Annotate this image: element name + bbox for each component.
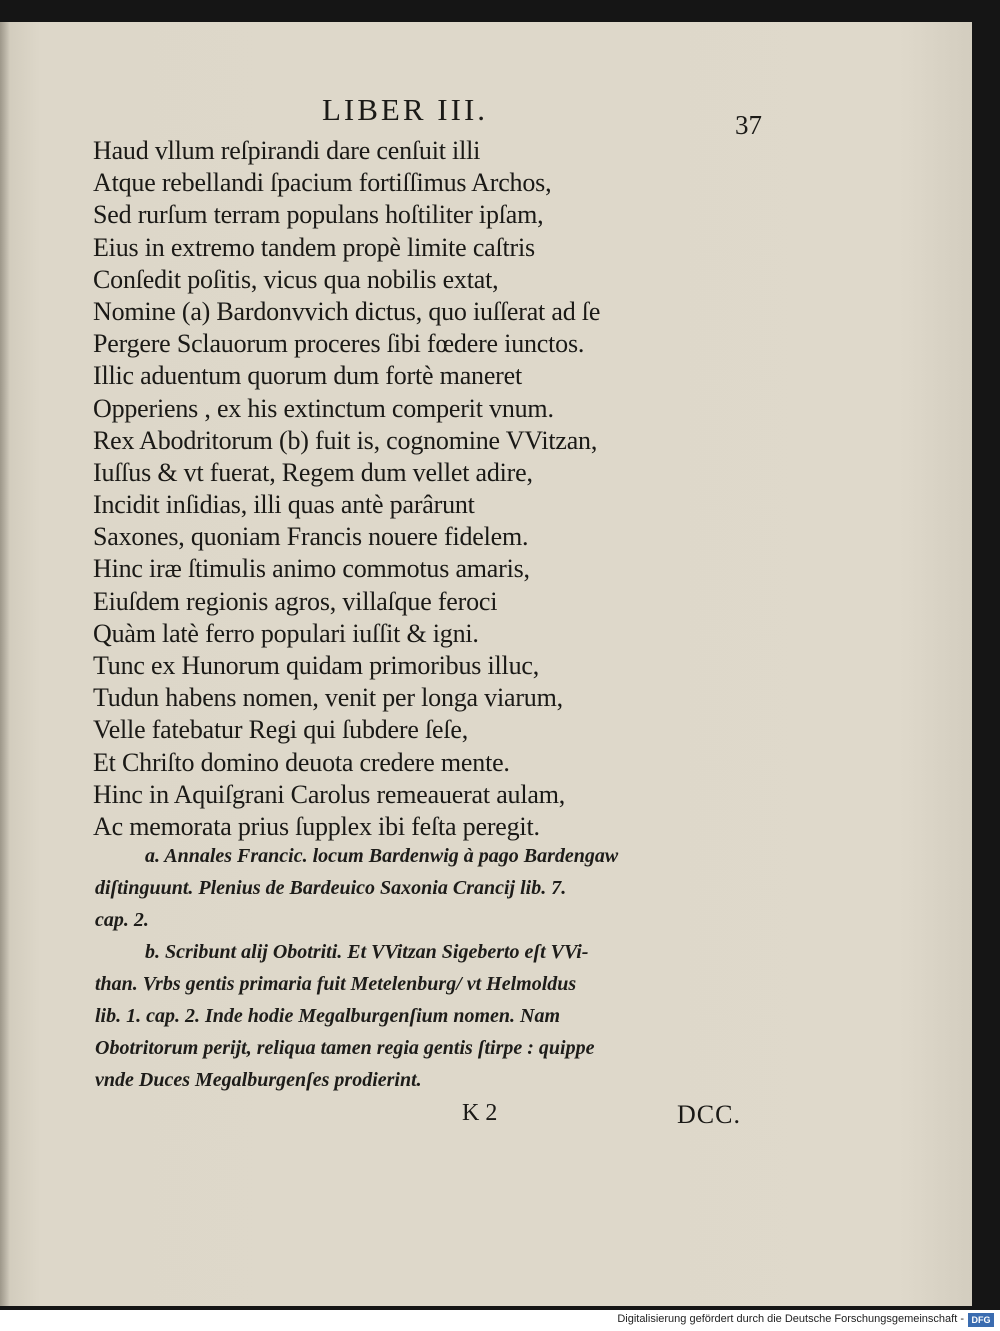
footnote-line: a. Annales Francic. locum Bardenwig à pago Bardengaw xyxy=(145,845,619,867)
verse-line: Ac memorata prius ſupplex ibi feſta peregit. xyxy=(93,811,540,841)
footnote-line: cap. 2. xyxy=(95,909,149,931)
verse-block xyxy=(93,135,733,843)
footnote-line: than. Vrbs gentis primaria fuit Metelenburg/ vt Helmoldus xyxy=(95,973,577,995)
dfg-logo[interactable]: DFG xyxy=(968,1313,994,1327)
verse-line: Sed rurſum terram populans hoſtiliter ipſam, xyxy=(93,200,544,230)
verse-line: Rex Abodritorum (b) fuit is, cognomine VVitzan, xyxy=(93,425,598,455)
footer-bar xyxy=(0,1310,1000,1331)
verse-line: Quàm latè ferro populari iuſſit & igni. xyxy=(93,618,479,648)
verse-line: Conſedit poſitis, vicus qua nobilis extat, xyxy=(93,264,499,294)
verse-line: Eiuſdem regionis agros, villaſque feroci xyxy=(93,586,498,616)
verse-line: Pergere Sclauorum proceres ſibi fœdere iunctos. xyxy=(93,329,585,359)
footnote-line: diſtinguunt. Plenius de Bardeuico Saxonia Crancij lib. 7. xyxy=(95,877,567,899)
page-number: 37 xyxy=(735,110,762,140)
footnote-line: lib. 1. cap. 2. Inde hodie Megalburgenſium nomen. Nam xyxy=(95,1005,561,1027)
verse-line: Saxones, quoniam Francis nouere fidelem. xyxy=(93,522,529,552)
footnotes xyxy=(95,840,760,1096)
verse-line: Incidit inſidias, illi quas antè parârunt xyxy=(93,490,475,520)
funding-credit: Digitalisierung gefördert durch die Deutsche Forschungsgemeinschaft - xyxy=(617,1313,964,1325)
catchword: DCC. xyxy=(677,1100,741,1129)
verse-line: Illic aduentum quorum dum fortè maneret xyxy=(93,361,523,391)
verse-line: Hinc in Aquiſgrani Carolus remeauerat aulam, xyxy=(93,779,566,809)
footnote-line: vnde Duces Megalburgenſes prodierint. xyxy=(95,1069,422,1091)
verse-line: Et Chriſto domino deuota credere mente. xyxy=(93,747,510,777)
verse-line: Nomine (a) Bardonvvich dictus, quo iuſſerat ad ſe xyxy=(93,296,601,326)
verse-line: Tunc ex Hunorum quidam primoribus illuc, xyxy=(93,651,540,680)
verse-line: Tudun habens nomen, venit per longa viarum, xyxy=(93,683,563,713)
verse-line: Hinc iræ ſtimulis animo commotus amaris, xyxy=(93,554,530,584)
book-page xyxy=(0,22,972,1306)
running-title: LIBER III. xyxy=(322,92,489,127)
footnote-line: Obotritorum perijt, reliqua tamen regia gentis ſtirpe : quippe xyxy=(95,1037,595,1059)
verse-line: Opperiens , ex his extinctum comperit vnum. xyxy=(93,393,554,423)
footnote-line: b. Scribunt alij Obotriti. Et VVitzan Sigeberto eſt VVi- xyxy=(145,941,589,963)
verse-line: Atque rebellandi ſpacium fortiſſimus Archos, xyxy=(93,168,552,198)
verse-line: Iuſſus & vt fuerat, Regem dum vellet adire, xyxy=(93,457,533,487)
signature-mark: K 2 xyxy=(462,1100,498,1126)
signature-line xyxy=(0,1100,972,1134)
verse-line: Haud vllum reſpirandi dare cenſuit illi xyxy=(93,136,481,165)
verse-line: Velle fatebatur Regi qui ſubdere ſeſe, xyxy=(93,715,469,745)
verse-line: Eius in extremo tandem propè limite caſtris xyxy=(93,232,535,262)
